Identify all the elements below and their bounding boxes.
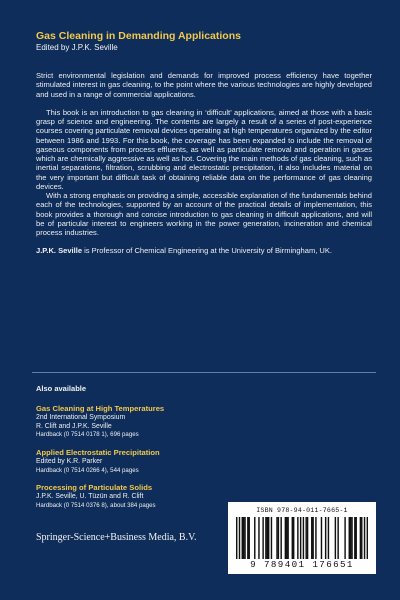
barcode-bar: [315, 517, 316, 559]
book-3-line-1: J.P.K. Seville, U. Tüzün and R. Clift: [36, 493, 144, 500]
barcode-bar: [292, 517, 293, 559]
book-1-spec: Hardback (0 7514 0178 1), 696 pages: [36, 431, 139, 439]
barcode-bar: [303, 517, 304, 559]
also-available-heading: Also available: [36, 384, 87, 393]
barcode-bar: [239, 517, 240, 559]
barcode-bar: [268, 517, 269, 559]
barcode-bars: [236, 517, 368, 559]
blurb-paragraph-1: Strict environmental legislation and demands for improved process efficiency have together stimulated interest in gas cleaning, to the point where the various technologies are highly developed and used in a range of commercial applications.: [36, 71, 372, 99]
barcode-bar: [355, 517, 356, 559]
barcode-bar: [335, 517, 336, 559]
barcode-bar: [360, 517, 361, 559]
barcode-bar: [312, 517, 313, 559]
blurb-paragraph-3: With a strong emphasis on providing a simple, accessible explanation of the fundamentals behind each of the technologies, supported by an account of the practical details of implementation, this book provides a thorough and concise introduction to gas cleaning in difficult applications, and will be of particular interest to engineers working in the power generation, incineration and chemical process industries.: [36, 191, 372, 237]
barcode-bar: [285, 517, 286, 559]
barcode-bar: [350, 517, 351, 559]
barcode-bar: [293, 517, 294, 559]
isbn-label: ISBN 978-94-011-7665-1: [256, 507, 348, 514]
barcode-bar: [367, 517, 368, 559]
barcode-bar: [254, 517, 255, 559]
barcode-bar: [247, 517, 248, 559]
barcode-bar: [354, 517, 355, 559]
book-2-line-1: Edited by K.R. Parker: [36, 458, 103, 465]
barcode-bar: [244, 517, 245, 559]
barcode-bar: [344, 517, 345, 559]
book-3-title: Processing of Particulate Solids: [36, 483, 153, 492]
blurb-paragraph-2: This book is an introduction to gas cleaning in ‘difficult’ applications, aimed at those with a basic grasp of science and engineering. The contents are largely a result of a series of post-experience courses covering particulate removal devices operating at high temperatures organized by the editor between 1986 and 1993. For this book, the coverage has been expanded to include the removal of gaseous components from process effluents, as well as particulate removal and operation in gases which are chemically aggressive as well as hot. Covering the main methods of gas cleaning, such as inertial separations, filtration, scrubbing and electrostatic precipitation, it also includes material on the very important but difficult task of obtaining reliable data on the performance of gas cleaning devices.: [36, 107, 372, 191]
barcode-bar: [364, 517, 365, 559]
also-available-book-1: [36, 404, 286, 440]
barcode-bar: [337, 517, 338, 559]
barcode-bar: [276, 517, 277, 559]
barcode-bar: [361, 517, 362, 559]
book-title: Gas Cleaning in Demanding Applications: [36, 30, 241, 42]
barcode-bar: [262, 517, 263, 559]
barcode-bar: [349, 517, 350, 559]
barcode-bar: [305, 517, 306, 559]
book-1-line-2: R. Clift and J.P.K. Seville: [36, 422, 112, 430]
blurb: [36, 71, 372, 265]
barcode-bar: [297, 517, 298, 559]
barcode-bar: [351, 517, 352, 559]
author-bio: [36, 246, 372, 255]
book-2-spec: Hardback (0 7514 0266 4), 544 pages: [36, 466, 139, 474]
barcode-bar: [265, 517, 266, 559]
barcode-bar: [321, 517, 322, 559]
barcode-bar: [287, 517, 288, 559]
also-available-book-2: [36, 448, 286, 475]
divider: [32, 372, 376, 373]
barcode-bar: [243, 517, 244, 559]
barcode-bar: [328, 517, 329, 559]
barcode-bar: [278, 517, 279, 559]
barcode-bar: [307, 517, 308, 559]
barcode-number: 9 789401 176651: [250, 559, 354, 570]
barcode-bar: [300, 517, 301, 559]
barcode-bar: [271, 517, 272, 559]
barcode-bar: [325, 517, 326, 559]
book-1-line-1: 2nd International Symposium: [36, 414, 126, 421]
isbn-barcode: [228, 502, 376, 574]
barcode-bar: [280, 517, 281, 559]
book-2-title: Applied Electrostatic Precipitation: [36, 448, 160, 457]
barcode-bar: [249, 517, 250, 559]
author-bio-text: is Professor of Chemical Engineering at the University of Birmingham, UK.: [82, 246, 333, 256]
book-editor: Edited by J.P.K. Seville: [36, 43, 118, 52]
book-1-title: Gas Cleaning at High Temperatures: [36, 404, 165, 413]
publisher-name: Springer-Science+Business Media, B.V.: [36, 532, 197, 543]
barcode-bar: [311, 517, 312, 559]
barcode-bar: [242, 517, 243, 559]
barcode-bar: [258, 517, 259, 559]
barcode-bar: [286, 517, 287, 559]
book-3-spec: Hardback (0 7514 0376 8), about 384 pages: [36, 501, 156, 509]
author-name: J.P.K. Seville: [36, 246, 83, 256]
barcode-bar: [236, 517, 237, 559]
barcode-bar: [267, 517, 268, 559]
